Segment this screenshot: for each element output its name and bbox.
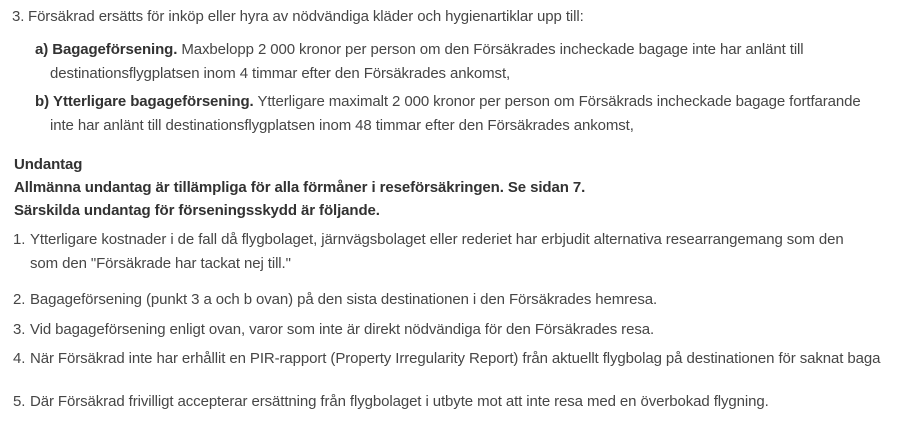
item-marker: 5. xyxy=(13,393,26,410)
exclusion-item-1-line-1 xyxy=(13,228,900,252)
section-heading: Undantag xyxy=(14,156,83,173)
item-text: Ytterligare maximalt 2 000 kronor per person om Försäkrads incheckade bagage fortfarande xyxy=(257,93,861,110)
item-marker: 4. xyxy=(13,350,26,367)
clause-item-3 xyxy=(12,5,900,29)
subheading-general-exclusions: Allmänna undantag är tillämpliga för alla förmåner i reseförsäkringen. Se sidan 7. xyxy=(14,179,586,196)
exclusion-item-3 xyxy=(13,318,900,342)
exclusions-heading-block xyxy=(14,153,900,222)
exclusion-item-4 xyxy=(13,347,900,371)
item-text: Där Försäkrad frivilligt accepterar ersättning från flygbolaget i utbyte mot att inte resa med en överbokad flygning. xyxy=(30,393,769,410)
exclusion-item-2-line-1 xyxy=(13,288,900,312)
item-text: När Försäkrad inte har erhållit en PIR-rapport (Property Irregularity Report) från aktuellt flygbolag på destinationen för saknat baga xyxy=(30,350,881,367)
sub-item-a-line-2: destinationsflygplatsen inom 4 timmar efter den Försäkrades ankomst, xyxy=(50,65,511,82)
item-marker: 3. xyxy=(12,8,25,25)
item-text: Ytterligare kostnader i de fall då flygbolaget, järnvägsbolaget eller rederiet har erbjudit alternativa researrangemang som den xyxy=(30,231,844,248)
exclusion-item-5-line-1 xyxy=(13,390,900,414)
sub-item-lead: Bagageförsening. xyxy=(52,41,178,58)
exclusion-item-3-line-1 xyxy=(13,318,900,342)
item-marker: 3. xyxy=(13,321,26,338)
subheading-specific-exclusions: Särskilda undantag för förseningsskydd är följande. xyxy=(14,202,380,219)
item-marker: b) xyxy=(35,93,49,110)
sub-item-a-line-1 xyxy=(35,38,900,62)
item-text: Bagageförsening (punkt 3 a och b ovan) på den sista destinationen i den Försäkrades hemresa. xyxy=(30,291,658,308)
item-text: Försäkrad ersätts för inköp eller hyra av nödvändiga kläder och hygienartiklar upp till: xyxy=(28,8,584,25)
exclusion-item-4-line-1 xyxy=(13,347,900,371)
exclusion-item-2 xyxy=(13,288,900,312)
exclusion-item-1-line-2: som den "Försäkrade har tackat nej till." xyxy=(30,255,291,272)
item-marker: a) xyxy=(35,41,49,58)
sub-item-b xyxy=(35,90,900,138)
sub-item-a xyxy=(35,38,900,86)
exclusion-item-5 xyxy=(13,390,900,414)
exclusion-item-1 xyxy=(13,228,900,276)
sub-item-lead: Ytterligare bagageförsening. xyxy=(53,93,254,110)
item-marker: 1. xyxy=(13,231,26,248)
item-text: Maxbelopp 2 000 kronor per person om den Försäkrades incheckade bagage inte har anlänt till xyxy=(181,41,804,58)
sub-item-b-line-1 xyxy=(35,90,900,114)
sub-item-b-line-2: inte har anlänt till destinationsflygplatsen inom 48 timmar efter den Försäkrades ankomst, xyxy=(50,117,634,134)
item-text: Vid bagageförsening enligt ovan, varor som inte är direkt nödvändiga för den Försäkrades resa. xyxy=(30,321,655,338)
item-marker: 2. xyxy=(13,291,26,308)
